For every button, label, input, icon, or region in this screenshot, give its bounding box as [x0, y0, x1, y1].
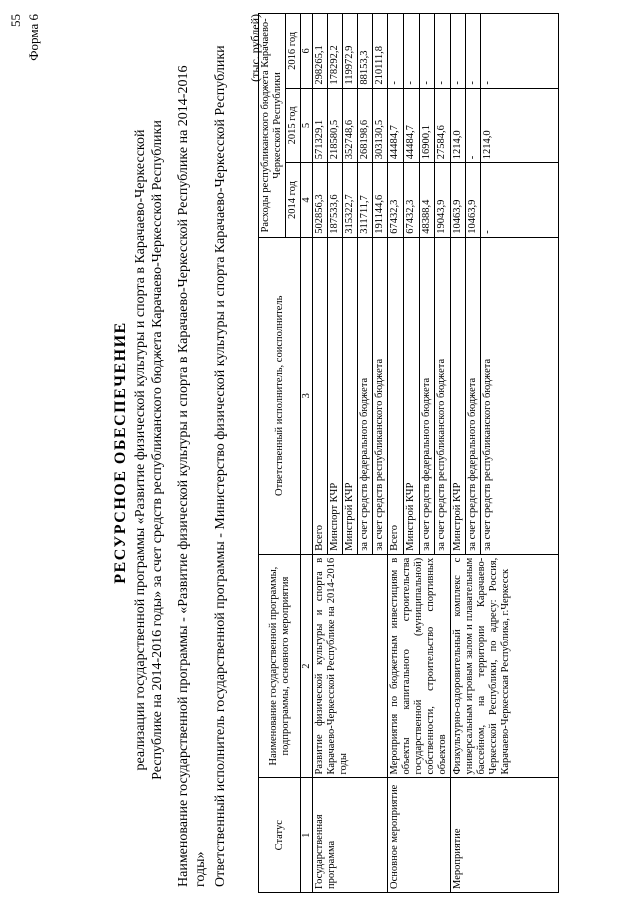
resource-table — [258, 13, 559, 893]
value-2016: - — [481, 14, 559, 89]
value-2016: - — [466, 14, 481, 89]
executor-cell: за счет средств республиканского бюджета — [373, 237, 388, 554]
value-2015: 268198,6 — [358, 88, 373, 163]
name-cell: Развитие физической культуры и спорта в Карачаево-Черкесской Республике на 2014-2016 годы — [313, 554, 388, 778]
value-2015: - — [466, 88, 481, 163]
header-year-2015: 2015 год — [286, 88, 301, 163]
status-cell: Государственная программа — [313, 778, 388, 893]
value-2014: 10463,9 — [466, 163, 481, 238]
value-2016: - — [403, 14, 419, 89]
value-2015: 16900,1 — [419, 88, 435, 163]
executor-cell: за счет средств федерального бюджета — [358, 237, 373, 554]
header-year-2014: 2014 год — [286, 163, 301, 238]
document-subtitle: реализации государственной программы «Развитие физической культуры и спорта в Карачаево-Черкесской Республике на 2014-2016 годы» за счет средств республиканского бюджета Карачаево-Черкесской Республики — [133, 120, 165, 780]
executor-cell: Минспорт КЧР — [328, 237, 343, 554]
value-2015: 1214,0 — [451, 88, 466, 163]
header-expenses: Расходы республиканского бюджета Карачаево-Черкесской Республики — [259, 14, 286, 238]
name-cell: Мероприятия по бюджетным инвестициям в объекты капитального строительства государственной (муниципальной) собственности, строительство спортивных объектов — [388, 554, 451, 778]
executor-cell: за счет средств республиканского бюджета — [435, 237, 451, 554]
status-cell: Мероприятие — [451, 778, 559, 893]
value-2015: 571329,1 — [313, 88, 328, 163]
value-2014: 191144,6 — [373, 163, 388, 238]
value-2016: 178292,2 — [328, 14, 343, 89]
value-2014: 315322,7 — [343, 163, 358, 238]
column-index: 4 — [301, 163, 313, 238]
value-2014: 311711,7 — [358, 163, 373, 238]
value-2016: - — [388, 14, 404, 89]
value-2014: 187533,6 — [328, 163, 343, 238]
value-2015: 44484,7 — [388, 88, 404, 163]
status-cell: Основное мероприятие — [388, 778, 451, 893]
value-2015: 1214,0 — [481, 88, 559, 163]
name-cell: Физкультурно-оздоровительный комплекс с универсальным игровым залом и плавательным бассейном, на территории Карачаево-Черкесской Республики, по адресу: Россия, Карачаево-Черкесская Республика, г.Черкесск — [451, 554, 559, 778]
value-2016: - — [435, 14, 451, 89]
value-2014: 67432,3 — [388, 163, 404, 238]
program-name-line: Наименование государственной программы - «Развитие физической культуры и спорта в Карачаево-Черкесской Республике на 2014-2016 годы» — [176, 65, 208, 887]
executor-cell: Минстрой КЧР — [343, 237, 358, 554]
value-2016: - — [419, 14, 435, 89]
value-2015: 303130,5 — [373, 88, 388, 163]
value-2016: - — [451, 14, 466, 89]
value-2016: 210111,8 — [373, 14, 388, 89]
value-2014: - — [481, 163, 559, 238]
executor-cell: за счет средств федерального бюджета — [466, 237, 481, 554]
page-number: 55 — [8, 14, 23, 27]
column-index: 3 — [301, 237, 313, 554]
value-2016: 298265,1 — [313, 14, 328, 89]
value-2015: 352748,6 — [343, 88, 358, 163]
executor-cell: Всего — [313, 237, 328, 554]
units-label: (тыс. рублей) — [248, 14, 262, 82]
value-2014: 502856,3 — [313, 163, 328, 238]
table-row — [313, 14, 328, 893]
table-row — [388, 14, 404, 893]
header-executor: Ответственный исполнитель, соисполнитель — [259, 237, 301, 554]
form-label: Форма 6 — [26, 14, 41, 61]
executor-cell: за счет средств федерального бюджета — [419, 237, 435, 554]
column-index: 1 — [301, 778, 313, 893]
header-year-2016: 2016 год — [286, 14, 301, 89]
executor-cell: Всего — [388, 237, 404, 554]
executor-cell: за счет средств республиканского бюджета — [481, 237, 559, 554]
value-2014: 67432,3 — [403, 163, 419, 238]
value-2014: 48388,4 — [419, 163, 435, 238]
value-2015: 218580,5 — [328, 88, 343, 163]
table-row — [451, 14, 466, 893]
document-title: РЕСУРСНОЕ ОБЕСПЕЧЕНИЕ — [112, 321, 129, 584]
column-index: 5 — [301, 88, 313, 163]
value-2016: 88153,3 — [358, 14, 373, 89]
executor-line: Ответственный исполнитель государственной программы - Министерство физической культуры и спорта Карачаево-Черкесской Республики — [213, 45, 228, 887]
value-2014: 10463,9 — [451, 163, 466, 238]
header-status: Статус — [259, 778, 301, 893]
column-index: 6 — [301, 14, 313, 89]
value-2015: 44484,7 — [403, 88, 419, 163]
header-name: Наименование государственной программы, подпрограммы, основного мероприятия — [259, 554, 301, 778]
column-index: 2 — [301, 554, 313, 778]
value-2015: 27584,6 — [435, 88, 451, 163]
value-2016: 119972,9 — [343, 14, 358, 89]
executor-cell: Минстрой КЧР — [451, 237, 466, 554]
executor-cell: Минстрой КЧР — [403, 237, 419, 554]
value-2014: 19043,9 — [435, 163, 451, 238]
